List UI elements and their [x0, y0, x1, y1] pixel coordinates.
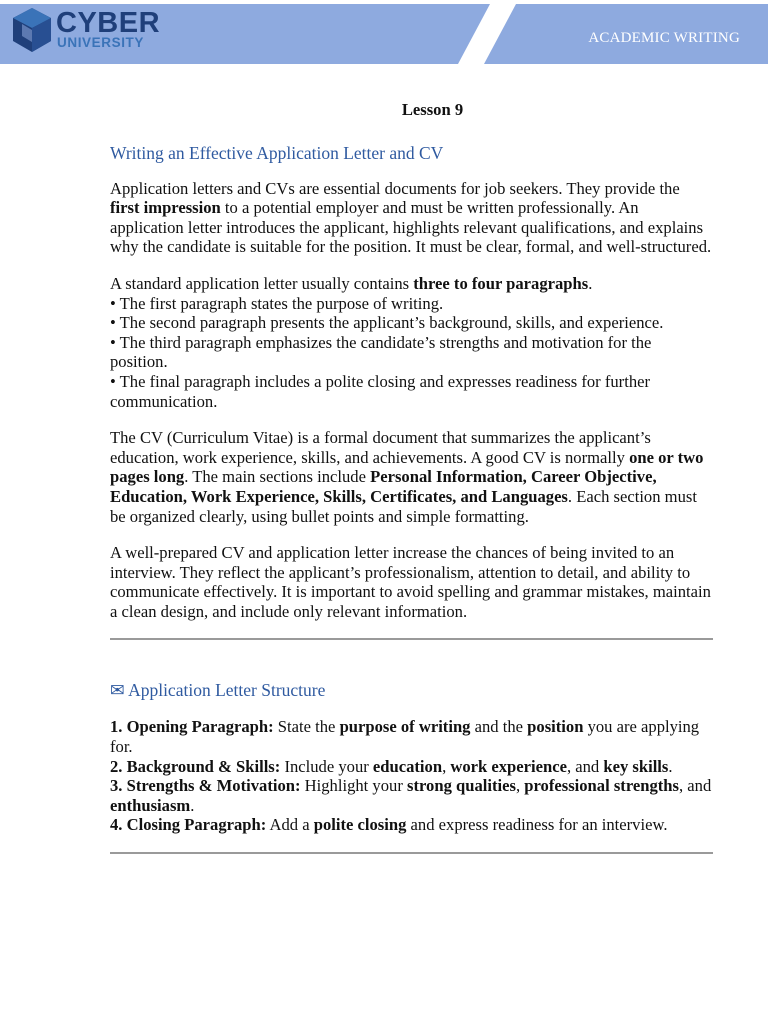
- page-header: [0, 0, 768, 64]
- list-item: • The first paragraph states the purpose of writing.: [110, 293, 444, 313]
- list-item: 3. Strengths & Motivation: Highlight your strong qualities, professional strengths, and enthusiasm.: [110, 776, 712, 815]
- list-item: 2. Background & Skills: Include your education, work experience, and key skills.: [110, 756, 673, 776]
- header-section-label: ACADEMIC WRITING: [588, 30, 740, 46]
- paragraph-guide-lead: A standard application letter usually contains three to four paragraphs.: [110, 273, 593, 293]
- logo-text-main: CYBER: [56, 7, 161, 39]
- closing-paragraph: A well-prepared CV and application letter increase the chances of being invited to an interview. They reflect the applicant’s professionalism, attention to detail, and ability to communicate effectively. It is important to avoid spelling and grammar mistakes, maintain a clean design, and include only relevant information.: [110, 543, 711, 621]
- structure-list: [110, 717, 713, 835]
- intro-paragraph: Application letters and CVs are essential documents for job seekers. They provide the first impression to a potential employer and must be written professionally. An application letter introduces the applicant, highlights relevant qualifications, and explains why the candidate is suitable for the position. It must be clear, formal, and well-structured.: [110, 178, 712, 257]
- list-item: 1. Opening Paragraph: State the purpose of writing and the position you are applying for.: [110, 717, 700, 757]
- lesson-title: Lesson 9: [401, 100, 464, 119]
- list-item: • The final paragraph includes a polite closing and expresses readiness for further communication.: [110, 371, 651, 411]
- list-item: • The second paragraph presents the applicant’s background, skills, and experience.: [110, 313, 664, 333]
- list-item: • The third paragraph emphasizes the candidate’s strengths and motivation for the position.: [110, 332, 652, 372]
- section-title: Writing an Effective Application Letter and CV: [110, 142, 444, 163]
- list-item: 4. Closing Paragraph: Add a polite closing and express readiness for an interview.: [110, 815, 668, 835]
- section-divider: [110, 852, 713, 854]
- logo-text-sub: UNIVERSITY: [57, 35, 145, 50]
- lesson-content: [110, 100, 713, 854]
- cube-logo-icon: [10, 6, 54, 54]
- university-logo: [10, 6, 180, 54]
- paragraph-guide: [110, 274, 713, 411]
- cv-paragraph: The CV (Curriculum Vitae) is a formal document that summarizes the applicant’s education, work experience, skills, and achievements. A good CV is normally one or two pages long. The main sections include Personal Information, Career Objective, Education, Work Experience, Skills, Certificates, and Languages. Each section must be organized clearly, using bullet points and simple formatting.: [110, 428, 704, 526]
- structure-title: ✉ Application Letter Structure: [110, 680, 326, 701]
